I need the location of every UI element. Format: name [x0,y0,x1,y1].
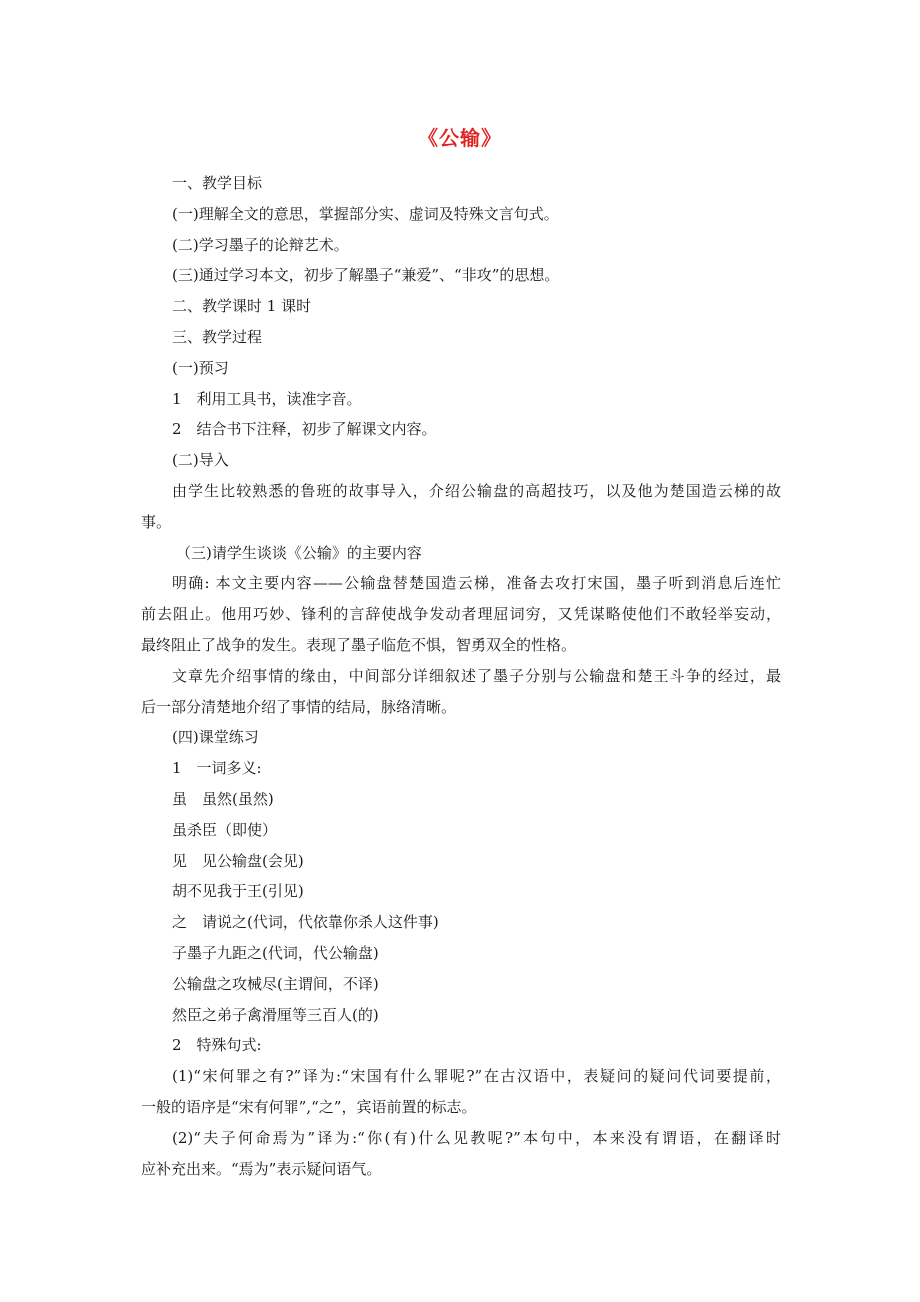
paragraph-line: 文章先介绍事情的缘由，中间部分详细叙述了墨子分别与公输盘和楚王斗争的经过，最 [172,666,781,685]
paragraph-line: (1)“宋何罪之有?”译为:“宋国有什么罪呢?”在古汉语中，表疑问的疑问代词要提前， [172,1067,781,1086]
paragraph-line: (三)通过学习本文，初步了解墨子“兼爱”、“非攻”的思想。 [172,266,560,285]
section-heading: 一、教学目标 [172,174,263,192]
paragraph-line: 虽杀臣（即使） [172,820,278,839]
paragraph-line: 明确: 本文主要内容——公输盘替楚国造云梯，准备去攻打宋国，墨子听到消息后连忙 [172,574,781,593]
paragraph-line: 一般的语序是“宋有何罪”,“之”，宾语前置的标志。 [141,1097,477,1116]
subsection-heading: (二)导入 [172,451,229,470]
paragraph-line: 事。 [141,512,172,531]
paragraph-line: 虽 虽然(虽然) [172,789,274,808]
paragraph-line: 子墨子九距之(代词，代公输盘) [172,943,379,962]
subsection-heading: （三)请学生谈谈《公输》的主要内容 [176,543,422,562]
paragraph-line: (二)学习墨子的论辩艺术。 [172,235,349,254]
paragraph-line: (一)理解全文的意思，掌握部分实、虚词及特殊文言句式。 [172,204,559,223]
section-heading: 三、教学过程 [172,327,263,346]
section-heading: 二、教学课时 1 课时 [172,297,312,316]
paragraph-line: 见 见公输盘(会见) [172,851,304,870]
paragraph-line: 胡不见我于王(引见) [172,882,304,901]
paragraph-line: 由学生比较熟悉的鲁班的故事导入，介绍公输盘的高超技巧，以及他为楚国造云梯的故 [172,481,781,500]
paragraph-line: 2 结合书下注释，初步了解课文内容。 [172,420,437,439]
paragraph-line: 前去阻止。他用巧妙、锋利的言辞使战争发动者理屈词穷，又凭谋略使他们不敢轻举妄动， [141,605,781,624]
subsection-heading: (四)课堂练习 [172,728,259,747]
subsection-heading: (一)预习 [172,358,229,377]
paragraph-line: 然臣之弟子禽滑厘等三百人(的) [172,1005,379,1024]
paragraph-line: 最终阻止了战争的发生。表现了墨子临危不惧，智勇双全的性格。 [141,635,577,654]
document-title: 《公输》 [418,126,502,150]
document-body [141,168,781,1184]
paragraph-line: (2)“夫子何命焉为”译为:“你(有)什么见教呢?”本句中，本来没有谓语，在翻译时 [172,1128,781,1147]
paragraph-line: 后一部分清楚地介绍了事情的结局，脉络清晰。 [141,697,457,716]
paragraph-line: 2 特殊句式: [172,1036,262,1055]
paragraph-line: 1 利用工具书，读准字音。 [172,389,362,408]
paragraph-line: 1 一词多义: [172,759,262,778]
paragraph-line: 公输盘之攻械尽(主谓间，不译) [172,974,379,993]
paragraph-line: 之 请说之(代词，代依靠你杀人这件事) [172,913,439,932]
paragraph-line: 应补充出来。“焉为”表示疑问语气。 [141,1159,382,1178]
